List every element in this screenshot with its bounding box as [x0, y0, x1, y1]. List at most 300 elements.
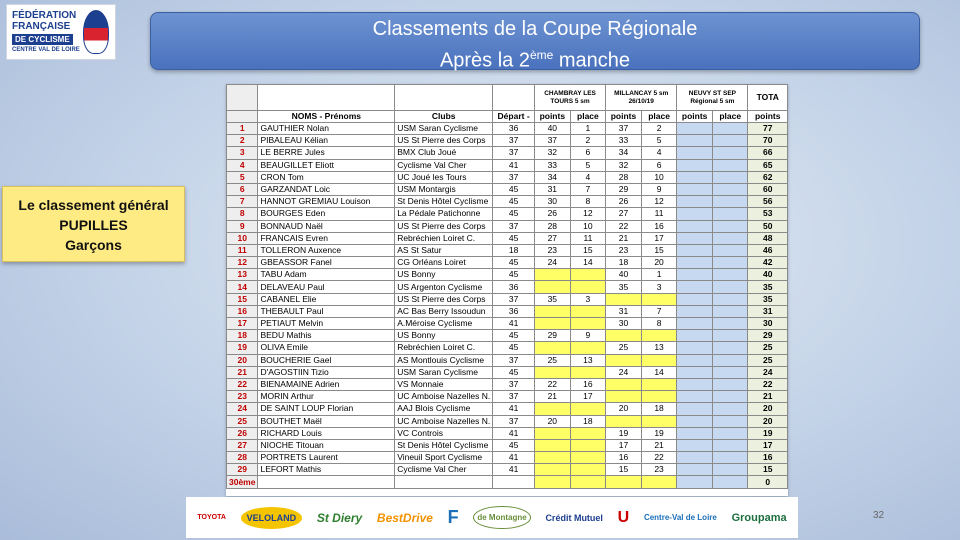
rider-name: FRANCAIS Evren — [258, 232, 395, 244]
rider-name: MORIN Arthur — [258, 391, 395, 403]
table-row — [227, 452, 788, 464]
club-name: USM Saran Cyclisme — [395, 123, 493, 135]
rider-name: RICHARD Louis — [258, 427, 395, 439]
rank: 23 — [227, 391, 258, 403]
sponsor-logo: VELOLAND — [241, 507, 303, 529]
manche2-points: 29 — [606, 183, 642, 195]
club-name: UC Joué les Tours — [395, 171, 493, 183]
rank: 29 — [227, 464, 258, 476]
manche2-points: 22 — [606, 220, 642, 232]
manche1-place: 1 — [570, 123, 605, 135]
manche1-points — [534, 269, 570, 281]
table-row — [227, 354, 788, 366]
manche1-points — [534, 464, 570, 476]
total-points: 35 — [748, 293, 788, 305]
points-header: points — [534, 111, 570, 123]
rank: 26 — [227, 427, 258, 439]
title-line1: Classements de la Coupe Régionale — [372, 18, 698, 40]
rank: 17 — [227, 318, 258, 330]
manche2-place: 7 — [641, 305, 676, 317]
manche3-points — [677, 269, 713, 281]
club-name: US St Pierre des Corps — [395, 293, 493, 305]
manche2-place: 20 — [641, 257, 676, 269]
rider-name: GBEASSOR Fanel — [258, 257, 395, 269]
sponsor-logo: St Diery — [316, 510, 363, 525]
manche2-points: 25 — [606, 342, 642, 354]
manche3-place — [713, 293, 748, 305]
total-points: 56 — [748, 196, 788, 208]
rider-name: GARZANDAT Loic — [258, 183, 395, 195]
manche2-points: 30 — [606, 318, 642, 330]
category-line3: Garçons — [65, 237, 122, 253]
manche1-place — [570, 342, 605, 354]
manche2-points: 33 — [606, 135, 642, 147]
department: 36 — [493, 305, 535, 317]
rider-name: BOURGES Eden — [258, 208, 395, 220]
rider-name — [258, 476, 395, 488]
manche2-place: 12 — [641, 196, 676, 208]
total-points: 66 — [748, 147, 788, 159]
rider-name: PETIAUT Melvin — [258, 318, 395, 330]
manche3-place — [713, 427, 748, 439]
manche3-place — [713, 476, 748, 488]
table-row — [227, 427, 788, 439]
manche3-points — [677, 366, 713, 378]
table-row — [227, 159, 788, 171]
manche3-place — [713, 244, 748, 256]
manche2-points — [606, 378, 642, 390]
rank: 4 — [227, 159, 258, 171]
sponsor-logo: Centre-Val de Loire — [643, 513, 717, 522]
manche2-points — [606, 330, 642, 342]
manche3-points — [677, 378, 713, 390]
department: 36 — [493, 123, 535, 135]
sponsor-logo: Crédit Mutuel — [545, 512, 603, 523]
table-row — [227, 293, 788, 305]
manche3-points — [677, 123, 713, 135]
department: 45 — [493, 366, 535, 378]
department: 45 — [493, 257, 535, 269]
manche3-place — [713, 464, 748, 476]
department: 41 — [493, 452, 535, 464]
manche2-place: 13 — [641, 342, 676, 354]
table-row — [227, 269, 788, 281]
department: 37 — [493, 354, 535, 366]
manche1-points: 33 — [534, 159, 570, 171]
total-points: 62 — [748, 171, 788, 183]
manche3-place — [713, 342, 748, 354]
club-name: AAJ Blois Cyclisme — [395, 403, 493, 415]
manche2-points: 32 — [606, 159, 642, 171]
total-points: 16 — [748, 452, 788, 464]
manche2-place: 11 — [641, 208, 676, 220]
logo-line2: FRANÇAISE — [12, 21, 71, 32]
manche2-points: 15 — [606, 464, 642, 476]
manche3-points — [677, 439, 713, 451]
total-points: 65 — [748, 159, 788, 171]
manche1-place: 2 — [570, 135, 605, 147]
manche1-place: 12 — [570, 208, 605, 220]
manche1-points: 37 — [534, 135, 570, 147]
department: 41 — [493, 403, 535, 415]
club-name: US Argenton Cyclisme — [395, 281, 493, 293]
manche-2-header: MILLANCAY 5 sm 26/10/19 — [606, 85, 677, 111]
club-name: AS St Satur — [395, 244, 493, 256]
manche1-place: 18 — [570, 415, 605, 427]
club-name: USM Saran Cyclisme — [395, 366, 493, 378]
rider-name: HANNOT GREMIAU Louison — [258, 196, 395, 208]
club-name: USM Montargis — [395, 183, 493, 195]
manche1-place: 14 — [570, 257, 605, 269]
logo-line1: FÉDÉRATION — [12, 10, 77, 21]
sponsor-banner — [186, 497, 798, 538]
manche2-points: 23 — [606, 244, 642, 256]
manche2-points — [606, 391, 642, 403]
manche2-place — [641, 330, 676, 342]
department: 37 — [493, 135, 535, 147]
manche2-place: 8 — [641, 318, 676, 330]
manche3-place — [713, 366, 748, 378]
manche2-place: 16 — [641, 220, 676, 232]
manche2-place: 3 — [641, 281, 676, 293]
club-name: Vineuil Sport Cyclisme — [395, 452, 493, 464]
department: 45 — [493, 196, 535, 208]
manche3-points — [677, 452, 713, 464]
club-name: US St Pierre des Corps — [395, 220, 493, 232]
rider-name: CRON Tom — [258, 171, 395, 183]
manche1-place: 9 — [570, 330, 605, 342]
manche2-points: 34 — [606, 147, 642, 159]
club-name: Cyclisme Val Cher — [395, 464, 493, 476]
rider-name: CABANEL Elie — [258, 293, 395, 305]
manche2-points: 40 — [606, 269, 642, 281]
manche1-place — [570, 281, 605, 293]
club-name: La Pédale Patichonne — [395, 208, 493, 220]
manche1-points — [534, 476, 570, 488]
total-points: 29 — [748, 330, 788, 342]
department: 37 — [493, 147, 535, 159]
points-header: points — [606, 111, 642, 123]
total-points: 24 — [748, 366, 788, 378]
manche2-points: 21 — [606, 232, 642, 244]
department: 37 — [493, 415, 535, 427]
rider-name: D'AGOSTIIN Tizio — [258, 366, 395, 378]
manche1-place — [570, 403, 605, 415]
table-row — [227, 378, 788, 390]
manche3-place — [713, 269, 748, 281]
manche1-points — [534, 452, 570, 464]
category-line1: Le classement général — [18, 197, 169, 213]
manche3-place — [713, 147, 748, 159]
clubs-header: Clubs — [395, 111, 493, 123]
manche3-points — [677, 305, 713, 317]
manche3-place — [713, 305, 748, 317]
rank: 25 — [227, 415, 258, 427]
total-points: 17 — [748, 439, 788, 451]
manche2-place: 10 — [641, 171, 676, 183]
total-points: 31 — [748, 305, 788, 317]
manche2-points: 26 — [606, 196, 642, 208]
manche3-place — [713, 330, 748, 342]
manche1-place — [570, 269, 605, 281]
manche3-points — [677, 244, 713, 256]
department: 37 — [493, 220, 535, 232]
sponsor-logo: U — [617, 508, 630, 526]
manche2-points: 31 — [606, 305, 642, 317]
department: 45 — [493, 342, 535, 354]
total-points: 53 — [748, 208, 788, 220]
club-name: Rebréchien Loiret C. — [395, 232, 493, 244]
depart-header: Départ - — [493, 111, 535, 123]
manche3-points — [677, 135, 713, 147]
manche3-place — [713, 452, 748, 464]
names-header: NOMS - Prénoms — [258, 111, 395, 123]
manche1-points — [534, 318, 570, 330]
total-points: 15 — [748, 464, 788, 476]
manche2-place — [641, 391, 676, 403]
manche2-place — [641, 476, 676, 488]
manche1-points: 25 — [534, 354, 570, 366]
manche1-points: 40 — [534, 123, 570, 135]
club-name: US Bonny — [395, 269, 493, 281]
total-points: 60 — [748, 183, 788, 195]
manche2-place: 17 — [641, 232, 676, 244]
rank: 15 — [227, 293, 258, 305]
table-row — [227, 281, 788, 293]
manche1-points: 20 — [534, 415, 570, 427]
rider-name: DE SAINT LOUP Florian — [258, 403, 395, 415]
manche3-points — [677, 196, 713, 208]
sponsor-logo: BestDrive — [376, 510, 433, 525]
manche2-place: 19 — [641, 427, 676, 439]
manche1-points: 21 — [534, 391, 570, 403]
manche1-points: 34 — [534, 171, 570, 183]
club-name: A.Méroise Cyclisme — [395, 318, 493, 330]
manche3-place — [713, 439, 748, 451]
table-row — [227, 183, 788, 195]
manche1-place — [570, 427, 605, 439]
table-row — [227, 464, 788, 476]
manche1-points — [534, 403, 570, 415]
manche3-points — [677, 257, 713, 269]
rank: 1 — [227, 123, 258, 135]
rank: 9 — [227, 220, 258, 232]
manche2-place: 18 — [641, 403, 676, 415]
table-row — [227, 305, 788, 317]
manche1-points — [534, 366, 570, 378]
manche1-place — [570, 476, 605, 488]
total-points: 35 — [748, 281, 788, 293]
manche1-place — [570, 366, 605, 378]
manche1-points: 35 — [534, 293, 570, 305]
club-name: US St Pierre des Corps — [395, 135, 493, 147]
department: 45 — [493, 232, 535, 244]
manche3-points — [677, 318, 713, 330]
manche1-points: 30 — [534, 196, 570, 208]
cyclist-swoosh-icon — [83, 10, 109, 54]
rank: 7 — [227, 196, 258, 208]
table-row — [227, 171, 788, 183]
manche1-place — [570, 318, 605, 330]
rider-name: TOLLERON Auxence — [258, 244, 395, 256]
table-row — [227, 135, 788, 147]
rank: 13 — [227, 269, 258, 281]
rider-name: LE BERRE Jules — [258, 147, 395, 159]
place-header: place — [570, 111, 605, 123]
department: 41 — [493, 427, 535, 439]
total-points: 48 — [748, 232, 788, 244]
manche2-place: 5 — [641, 135, 676, 147]
manche1-points: 26 — [534, 208, 570, 220]
total-header: TOTA — [748, 85, 788, 111]
manche3-points — [677, 220, 713, 232]
department: 18 — [493, 244, 535, 256]
manche3-place — [713, 171, 748, 183]
ranking-table — [226, 84, 788, 489]
total-points: 0 — [748, 476, 788, 488]
sponsor-logo: de Montagne — [473, 506, 530, 529]
rank: 24 — [227, 403, 258, 415]
table-row — [227, 403, 788, 415]
club-name: CG Orléans Loiret — [395, 257, 493, 269]
manche1-points — [534, 305, 570, 317]
manche2-place — [641, 415, 676, 427]
club-name: St Denis Hôtel Cyclisme — [395, 439, 493, 451]
department: 45 — [493, 208, 535, 220]
manche1-place — [570, 305, 605, 317]
manche3-place — [713, 196, 748, 208]
rank: 30ème — [227, 476, 258, 488]
manche1-points — [534, 281, 570, 293]
manche1-place: 6 — [570, 147, 605, 159]
rank: 3 — [227, 147, 258, 159]
manche2-place — [641, 293, 676, 305]
manche3-points — [677, 183, 713, 195]
manche3-points — [677, 208, 713, 220]
manche2-place: 22 — [641, 452, 676, 464]
manche1-points: 31 — [534, 183, 570, 195]
rider-name: BEDU Mathis — [258, 330, 395, 342]
manche3-points — [677, 476, 713, 488]
club-name: AS Montlouis Cyclisme — [395, 354, 493, 366]
rank: 5 — [227, 171, 258, 183]
total-points: 20 — [748, 415, 788, 427]
manche2-place: 23 — [641, 464, 676, 476]
total-points: 20 — [748, 403, 788, 415]
manche1-place: 4 — [570, 171, 605, 183]
category-line2: PUPILLES — [59, 217, 128, 233]
manche1-points: 23 — [534, 244, 570, 256]
department: 45 — [493, 330, 535, 342]
rider-name: LEFORT Mathis — [258, 464, 395, 476]
manche3-place — [713, 220, 748, 232]
club-name: Cyclisme Val Cher — [395, 159, 493, 171]
manche3-points — [677, 159, 713, 171]
manche2-place: 6 — [641, 159, 676, 171]
total-points: 25 — [748, 342, 788, 354]
points-header: points — [748, 111, 788, 123]
manche3-points — [677, 464, 713, 476]
club-name: UC Amboise Nazelles N. — [395, 391, 493, 403]
manche3-place — [713, 378, 748, 390]
manche3-place — [713, 391, 748, 403]
manche1-place: 3 — [570, 293, 605, 305]
manche1-place: 7 — [570, 183, 605, 195]
table-row — [227, 232, 788, 244]
total-points: 50 — [748, 220, 788, 232]
manche-3-header: NEUVY ST SEP Régional 5 sm — [677, 85, 748, 111]
manche3-points — [677, 427, 713, 439]
manche3-points — [677, 293, 713, 305]
club-name: UC Amboise Nazelles N. — [395, 415, 493, 427]
department: 45 — [493, 439, 535, 451]
manche3-points — [677, 330, 713, 342]
page-number: 32 — [873, 510, 885, 521]
manche3-place — [713, 403, 748, 415]
rank: 28 — [227, 452, 258, 464]
manche2-points — [606, 354, 642, 366]
manche2-place: 4 — [641, 147, 676, 159]
manche2-place: 14 — [641, 366, 676, 378]
manche3-place — [713, 208, 748, 220]
rank: 27 — [227, 439, 258, 451]
manche3-points — [677, 171, 713, 183]
ffc-logo — [6, 4, 116, 60]
total-points: 19 — [748, 427, 788, 439]
manche-1-header: CHAMBRAY LES TOURS 5 sm — [534, 85, 605, 111]
department: 36 — [493, 281, 535, 293]
manche1-points: 27 — [534, 232, 570, 244]
logo-line4: CENTRE VAL DE LOIRE — [12, 47, 80, 53]
table-row — [227, 366, 788, 378]
table-row — [227, 208, 788, 220]
rank: 22 — [227, 378, 258, 390]
total-points: 46 — [748, 244, 788, 256]
manche1-points: 32 — [534, 147, 570, 159]
manche3-place — [713, 354, 748, 366]
manche3-points — [677, 415, 713, 427]
total-points: 21 — [748, 391, 788, 403]
rider-name: BOUCHERIE Gael — [258, 354, 395, 366]
rider-name: DELAVEAU Paul — [258, 281, 395, 293]
manche1-points: 28 — [534, 220, 570, 232]
manche1-points — [534, 427, 570, 439]
table-row — [227, 439, 788, 451]
rank: 18 — [227, 330, 258, 342]
manche3-place — [713, 159, 748, 171]
manche1-place: 11 — [570, 232, 605, 244]
manche1-place: 16 — [570, 378, 605, 390]
table-row — [227, 342, 788, 354]
manche3-points — [677, 281, 713, 293]
rider-name: PIBALEAU Kélian — [258, 135, 395, 147]
manche2-points — [606, 476, 642, 488]
rank: 8 — [227, 208, 258, 220]
table-row — [227, 330, 788, 342]
rider-name: TABU Adam — [258, 269, 395, 281]
manche2-points: 20 — [606, 403, 642, 415]
manche3-place — [713, 183, 748, 195]
manche3-place — [713, 232, 748, 244]
title-line2: Après la 2ème manche — [439, 48, 631, 72]
manche3-place — [713, 415, 748, 427]
manche1-place — [570, 464, 605, 476]
rank: 14 — [227, 281, 258, 293]
department: 41 — [493, 159, 535, 171]
department: 37 — [493, 293, 535, 305]
total-points: 42 — [748, 257, 788, 269]
manche2-points: 27 — [606, 208, 642, 220]
